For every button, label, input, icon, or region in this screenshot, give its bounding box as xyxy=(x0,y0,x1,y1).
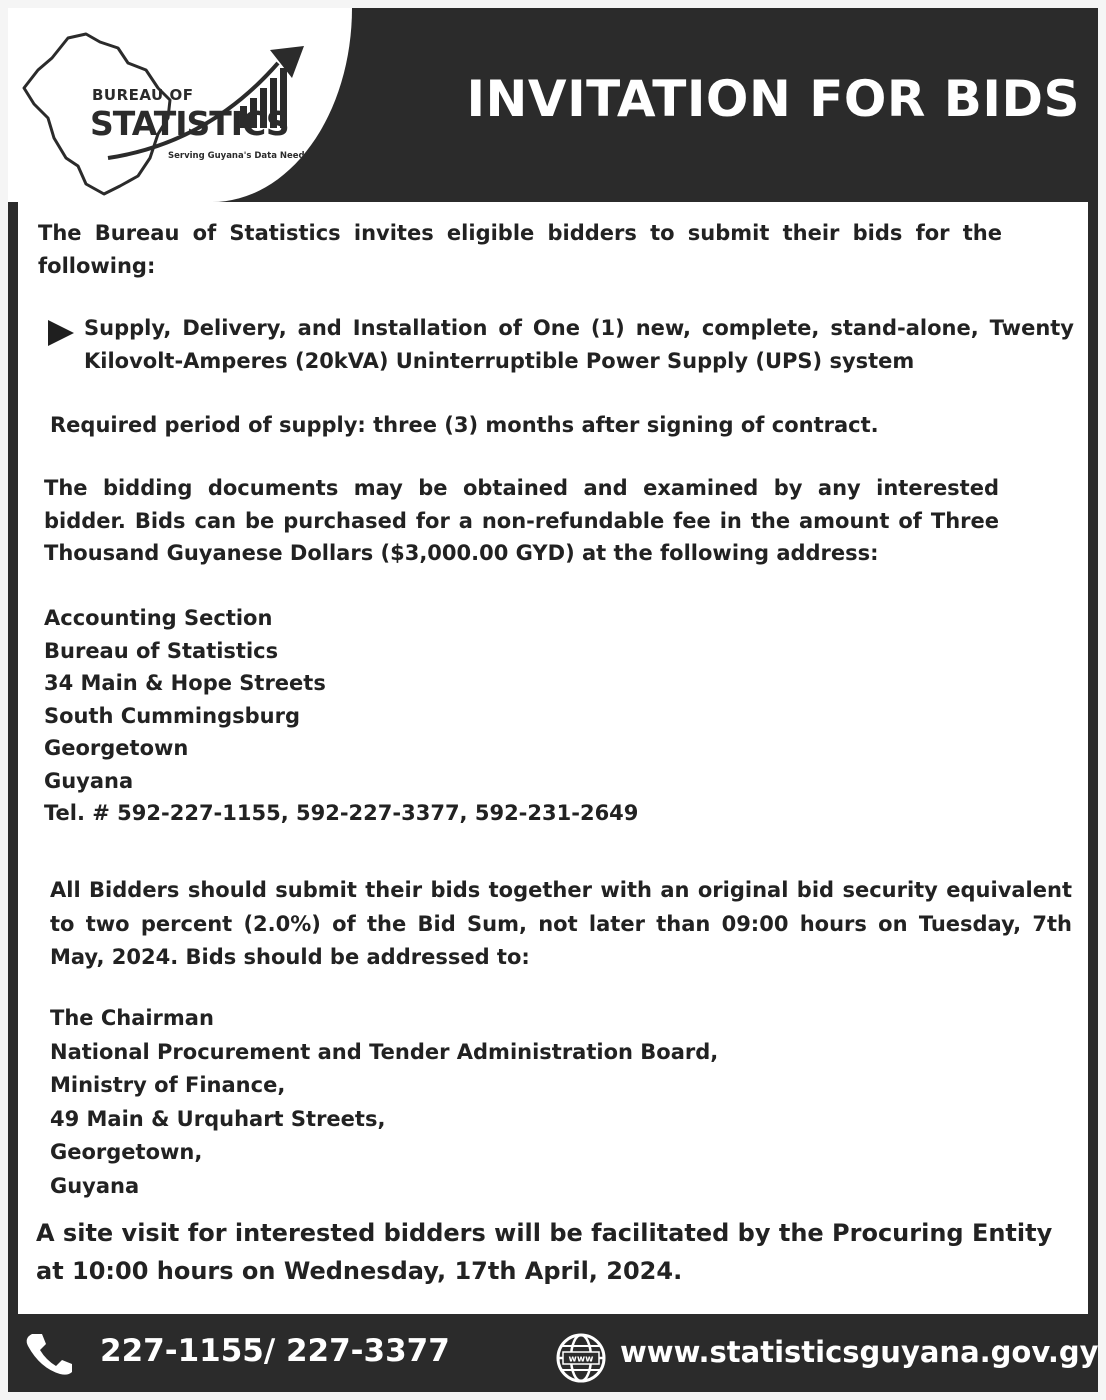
logo-tagline: Serving Guyana's Data Needs xyxy=(168,151,310,161)
bullet-arrow-icon xyxy=(48,320,74,346)
address-line: Georgetown xyxy=(44,736,189,760)
address-line: South Cummingsburg xyxy=(44,703,300,728)
supply-period: Required period of supply: three (3) months after signing of contract. xyxy=(50,413,879,437)
address-line: 49 Main & Urquhart Streets, xyxy=(50,1106,386,1131)
address-line: The Chairman xyxy=(50,1006,214,1030)
bid-item: Supply, Delivery, and Installation of One (1) new, complete, stand-alone, Twenty Kilovolt-Amperes (20kVA) Uninterruptible Power Supply (UPS) system xyxy=(84,316,1074,373)
intro-paragraph: The Bureau of Statistics invites eligible bidders to submit their bids for the following: xyxy=(38,221,1002,278)
telephone-line: Tel. # 592-227-1155, 592-227-3377, 592-231-2649 xyxy=(44,801,639,825)
footer-website[interactable]: www.statisticsguyana.gov.gy xyxy=(620,1335,1099,1369)
address-line: Ministry of Finance, xyxy=(50,1073,286,1097)
address-line: National Procurement and Tender Administration Board, xyxy=(50,1039,719,1064)
logo-panel xyxy=(8,8,352,202)
logo-line2: STATISTICS xyxy=(90,104,289,143)
site-visit-line: A site visit for interested bidders will be facilitated by the Procuring Entity xyxy=(36,1219,1053,1247)
bidding-documents-paragraph: The bidding documents may be obtained and examined by any interested bidder. Bids can be purchased for a non-refundable fee in the amount of Three Thousand Guyanese Dollars ($3,000.00 GYD) at the following address: xyxy=(44,476,999,565)
globe-icon xyxy=(555,1332,607,1384)
logo-line1: BUREAU OF xyxy=(92,86,194,104)
address-line: Accounting Section xyxy=(44,606,273,630)
address-line: Guyana xyxy=(44,768,134,793)
address-line: Guyana xyxy=(50,1173,140,1198)
submission-paragraph: All Bidders should submit their bids together with an original bid security equivalent to two percent (2.0%) of the Bid Sum, not later than 09:00 hours on Tuesday, 7th May, 2024. Bids should be addressed to: xyxy=(50,878,1072,969)
site-visit-line: at 10:00 hours on Wednesday, 17th April, 2024. xyxy=(36,1257,683,1285)
svg-text:www: www xyxy=(568,1354,594,1365)
address-line: Bureau of Statistics xyxy=(44,638,279,663)
phone-icon xyxy=(22,1330,74,1376)
footer-phone[interactable]: 227-1155/ 227-3377 xyxy=(100,1333,450,1369)
accounting-address xyxy=(44,602,844,830)
address-line: Georgetown, xyxy=(50,1140,203,1164)
site-visit-notice xyxy=(36,1214,1086,1290)
address-line: 34 Main & Hope Streets xyxy=(44,671,326,695)
page-title: INVITATION FOR BIDS xyxy=(466,70,1080,128)
chairman-address xyxy=(50,1002,950,1203)
